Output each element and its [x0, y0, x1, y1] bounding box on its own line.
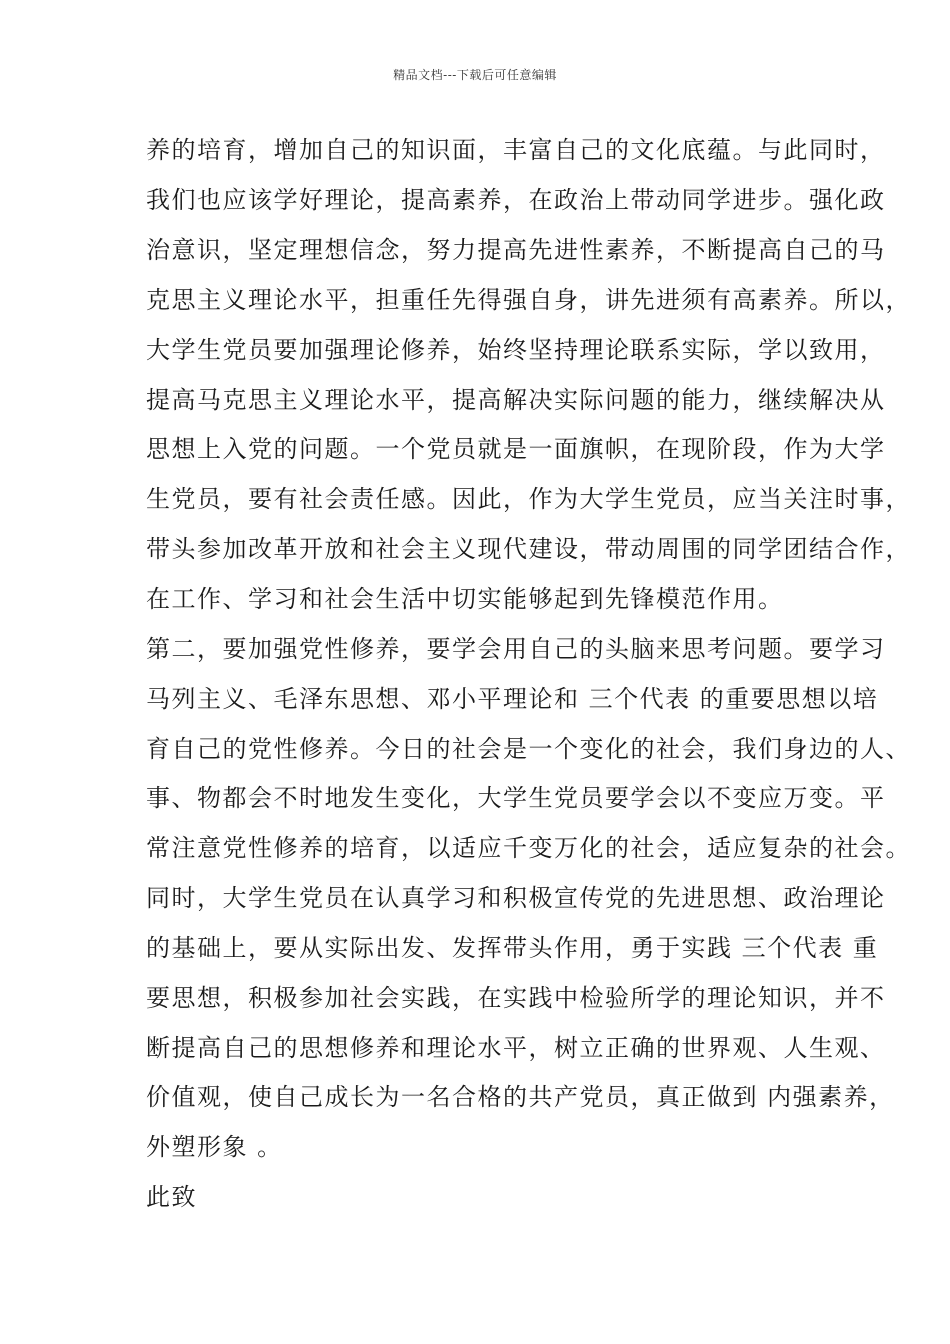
text-line: 带头参加改革开放和社会主义现代建设，带动周围的同学团结合作，	[146, 535, 911, 563]
text-line: 大学生党员要加强理论修养，始终坚持理论联系实际，学以致用，	[146, 336, 886, 364]
text-line: 第二，要加强党性修养，要学会用自己的头脑来思考问题。要学习	[146, 635, 886, 663]
text-line: 克思主义理论水平，担重任先得强自身，讲先进须有高素养。所以，	[146, 286, 911, 314]
text-line: 育自己的党性修养。今日的社会是一个变化的社会，我们身边的人、	[146, 735, 911, 763]
text-line: 要思想，积极参加社会实践，在实践中检验所学的理论知识，并不	[146, 984, 886, 1012]
text-line: 事、物都会不时地发生变化，大学生党员要学会以不变应万变。平	[146, 784, 886, 812]
text-line: 断提高自己的思想修养和理论水平，树立正确的世界观、人生观、	[146, 1034, 886, 1062]
text-line: 治意识，坚定理想信念，努力提高先进性素养，不断提高自己的马	[146, 236, 886, 264]
text-line: 的基础上，要从实际出发、发挥带头作用，勇于实践 三个代表 重	[146, 934, 879, 962]
text-line: 在工作、学习和社会生活中切实能够起到先锋模范作用。	[146, 585, 784, 613]
text-line: 常注意党性修养的培育，以适应千变万化的社会，适应复杂的社会。	[146, 834, 911, 862]
text-line: 价值观，使自己成长为一名合格的共产党员，真正做到 内强素养，	[146, 1083, 895, 1111]
text-line: 同时，大学生党员在认真学习和积极宣传党的先进思想、政治理论	[146, 884, 886, 912]
text-line: 思想上入党的问题。一个党员就是一面旗帜，在现阶段，作为大学	[146, 435, 886, 463]
page-header: 精品文档---下载后可任意编辑	[393, 68, 557, 82]
text-line: 提高马克思主义理论水平，提高解决实际问题的能力，继续解决从	[146, 386, 886, 414]
closing-text: 此致	[146, 1183, 197, 1211]
text-line: 养的培育，增加自己的知识面，丰富自己的文化底蕴。与此同时，	[146, 136, 886, 164]
text-line: 外塑形象 。	[146, 1133, 283, 1161]
text-line: 马列主义、毛泽东思想、邓小平理论和 三个代表 的重要思想以培	[146, 685, 879, 713]
text-line: 生党员，要有社会责任感。因此，作为大学生党员，应当关注时事，	[146, 485, 911, 513]
text-line: 我们也应该学好理论，提高素养，在政治上带动同学进步。强化政	[146, 186, 886, 214]
